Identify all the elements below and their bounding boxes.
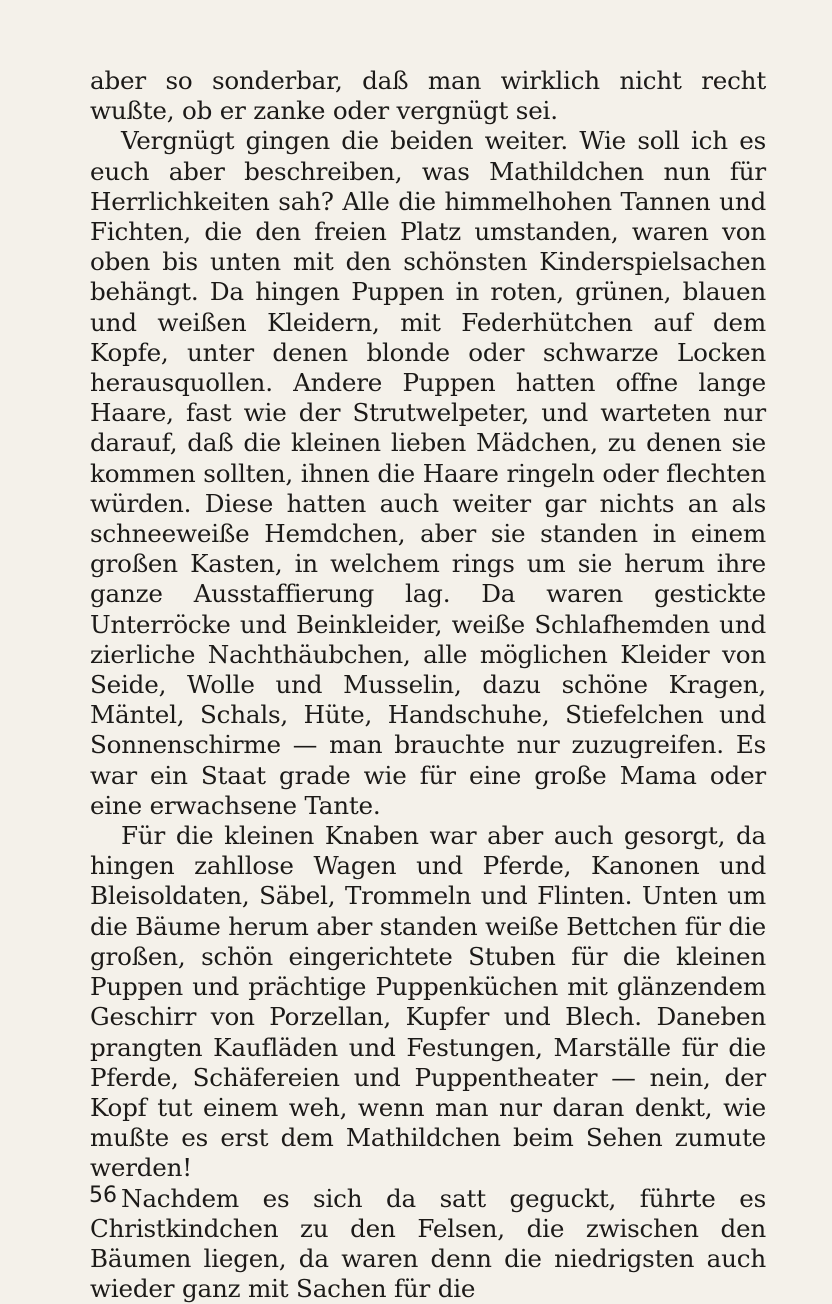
body-text [90, 66, 766, 1304]
paragraph-continuation: aber so sonderbar, daß man wirklich nicht recht wußte, ob er zanke oder vergnügt sei. [90, 66, 766, 126]
paragraph: Vergnügt gingen die beiden weiter. Wie soll ich es euch aber beschreiben, was Mathildchen nun für Herrlichkeiten sah? Alle die himmelhohen Tannen und Fichten, die den freien Platz umstanden, waren von oben bis unten mit den schönsten Kinderspielsachen behängt. Da hingen Puppen in roten, grünen, blauen und weißen Kleidern, mit Federhütchen auf dem Kopfe, unter denen blonde oder schwarze Locken herausquollen. Andere Puppen hatten offne lange Haare, fast wie der Strutwelpeter, und warteten nur darauf, daß die kleinen lieben Mädchen, zu denen sie kommen sollten, ihnen die Haare ringeln oder flechten würden. Diese hatten auch weiter gar nichts an als schneeweiße Hemdchen, aber sie standen in einem großen Kasten, in welchem rings um sie herum ihre ganze Ausstaffierung lag. Da waren gestickte Unterröcke und Beinkleider, weiße Schlafhemden und zierliche Nachthäubchen, alle möglichen Kleider von Seide, Wolle und Musselin, dazu schöne Kragen, Mäntel, Schals, Hüte, Handschuhe, Stiefelchen und Sonnenschirme — man brauchte nur zuzugreifen. Es war ein Staat grade wie für eine große Mama oder eine erwachsene Tante. [90, 126, 766, 820]
paragraph: Nachdem es sich da satt geguckt, führte es Christkindchen zu den Felsen, die zwischen den Bäumen liegen, da waren denn die niedrigsten auch wieder ganz mit Sachen für die [90, 1183, 766, 1304]
page-number: 56 [89, 1183, 117, 1208]
paragraph: Für die kleinen Knaben war aber auch gesorgt, da hingen zahllose Wagen und Pferde, Kanonen und Bleisoldaten, Säbel, Trommeln und Flinten. Unten um die Bäume herum aber standen weiße Bettchen für die großen, schön eingerichtete Stuben für die kleinen Puppen und prächtige Puppenküchen mit glänzendem Geschirr von Porzellan, Kupfer und Blech. Daneben prangten Kaufläden und Festungen, Marställe für die Pferde, Schäfereien und Puppentheater — nein, der Kopf tut einem weh, wenn man nur daran denkt, wie mußte es erst dem Mathildchen beim Sehen zumute werden! [90, 821, 766, 1183]
